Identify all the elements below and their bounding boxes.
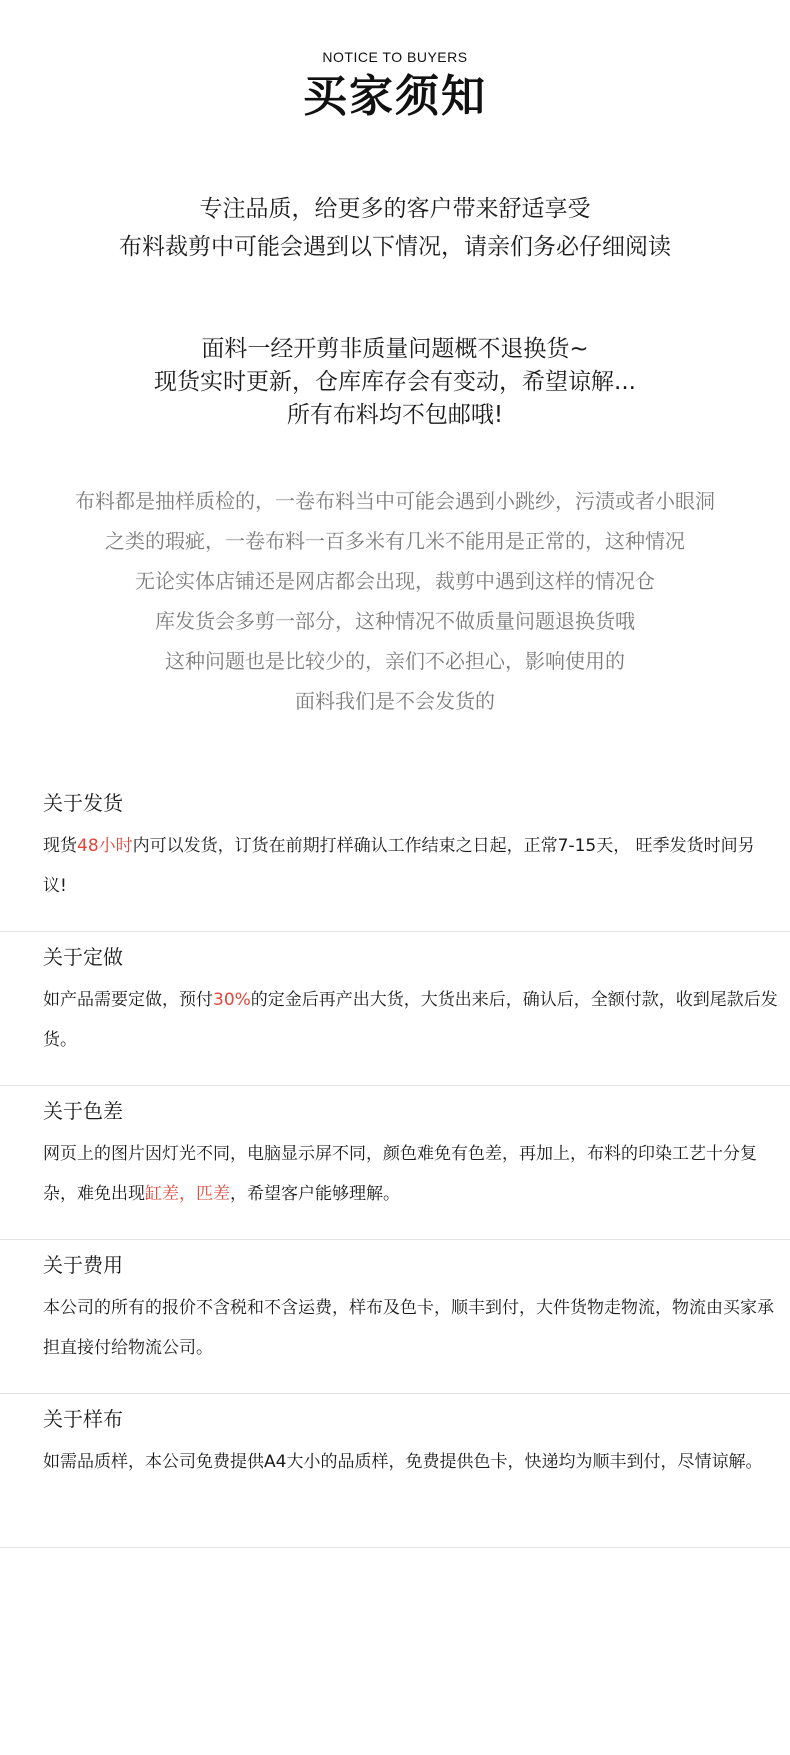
notice-line: 所有布料均不包邮哦! (286, 402, 504, 428)
notice-line: 面料一经开剪非质量问题概不退换货~ (201, 336, 589, 362)
notice-line: 现货实时更新，仓库库存会有变动，希望谅解... (154, 369, 636, 395)
body-text: 内可以发货，订货在前期打样确认工作结束之日起，正常7-15天， 旺季发货时间另议! (43, 836, 755, 896)
highlight-text: 48小时 (77, 836, 133, 856)
highlight-text: 30% (213, 990, 251, 1010)
quality-note-line: 库发货会多剪一部分，这种情况不做质量问题退换货哦 (155, 609, 635, 633)
quality-note-line: 面料我们是不会发货的 (295, 689, 495, 713)
section-fees (0, 1240, 790, 1394)
body-text: 网页上的图片因灯光不同，电脑显示屏不同，颜色难免有色差，再加上，布料的印染工艺十分复杂，难免出现 (43, 1144, 757, 1204)
highlight-text: 缸差，匹差 (145, 1184, 230, 1204)
section-body: 本公司的所有的报价不含税和不含运费，样布及色卡，顺丰到付，大件货物走物流，物流由买家承担直接付给物流公司。 (43, 1298, 774, 1358)
section-title: 关于色差 (43, 1099, 123, 1123)
notice-block (0, 333, 790, 432)
body-text: 如产品需要定做，预付 (43, 990, 213, 1010)
section-title: 关于发货 (43, 791, 123, 815)
section-title: 关于费用 (43, 1253, 123, 1277)
section-title: 关于定做 (43, 945, 123, 969)
body-text: ，希望客户能够理解。 (230, 1184, 400, 1204)
body-text: 的定金后再产出大货，大货出来后，确认后，全额付款，收到尾款后发货。 (43, 990, 778, 1050)
section-samples (0, 1394, 790, 1548)
quality-note-line: 布料都是抽样质检的，一卷布料当中可能会遇到小跳纱，污渍或者小眼洞 (75, 489, 715, 513)
page-header (0, 48, 790, 124)
body-text: 现货 (43, 836, 77, 856)
page-subtitle: NOTICE TO BUYERS (322, 49, 468, 65)
page-title: 买家须知 (303, 71, 487, 122)
intro-line: 布料裁剪中可能会遇到以下情况，请亲们务必仔细阅读 (119, 234, 671, 260)
intro-block (0, 190, 790, 266)
quality-note-line: 这种问题也是比较少的，亲们不必担心，影响使用的 (165, 649, 625, 673)
section-shipping (0, 778, 790, 932)
section-body (43, 980, 778, 1060)
section-body (43, 826, 778, 906)
section-color-difference (0, 1086, 790, 1240)
quality-note (0, 481, 790, 721)
intro-line: 专注品质，给更多的客户带来舒适享受 (199, 196, 591, 222)
section-body (43, 1134, 778, 1214)
section-custom (0, 932, 790, 1086)
quality-note-line: 无论实体店铺还是网店都会出现，裁剪中遇到这样的情况仓 (135, 569, 655, 593)
section-title: 关于样布 (43, 1407, 123, 1431)
section-body: 如需品质样，本公司免费提供A4大小的品质样，免费提供色卡，快递均为顺丰到付，尽情谅解。 (43, 1452, 763, 1472)
quality-note-line: 之类的瑕疵，一卷布料一百多米有几米不能用是正常的，这种情况 (105, 529, 685, 553)
policy-sections (0, 778, 790, 1548)
